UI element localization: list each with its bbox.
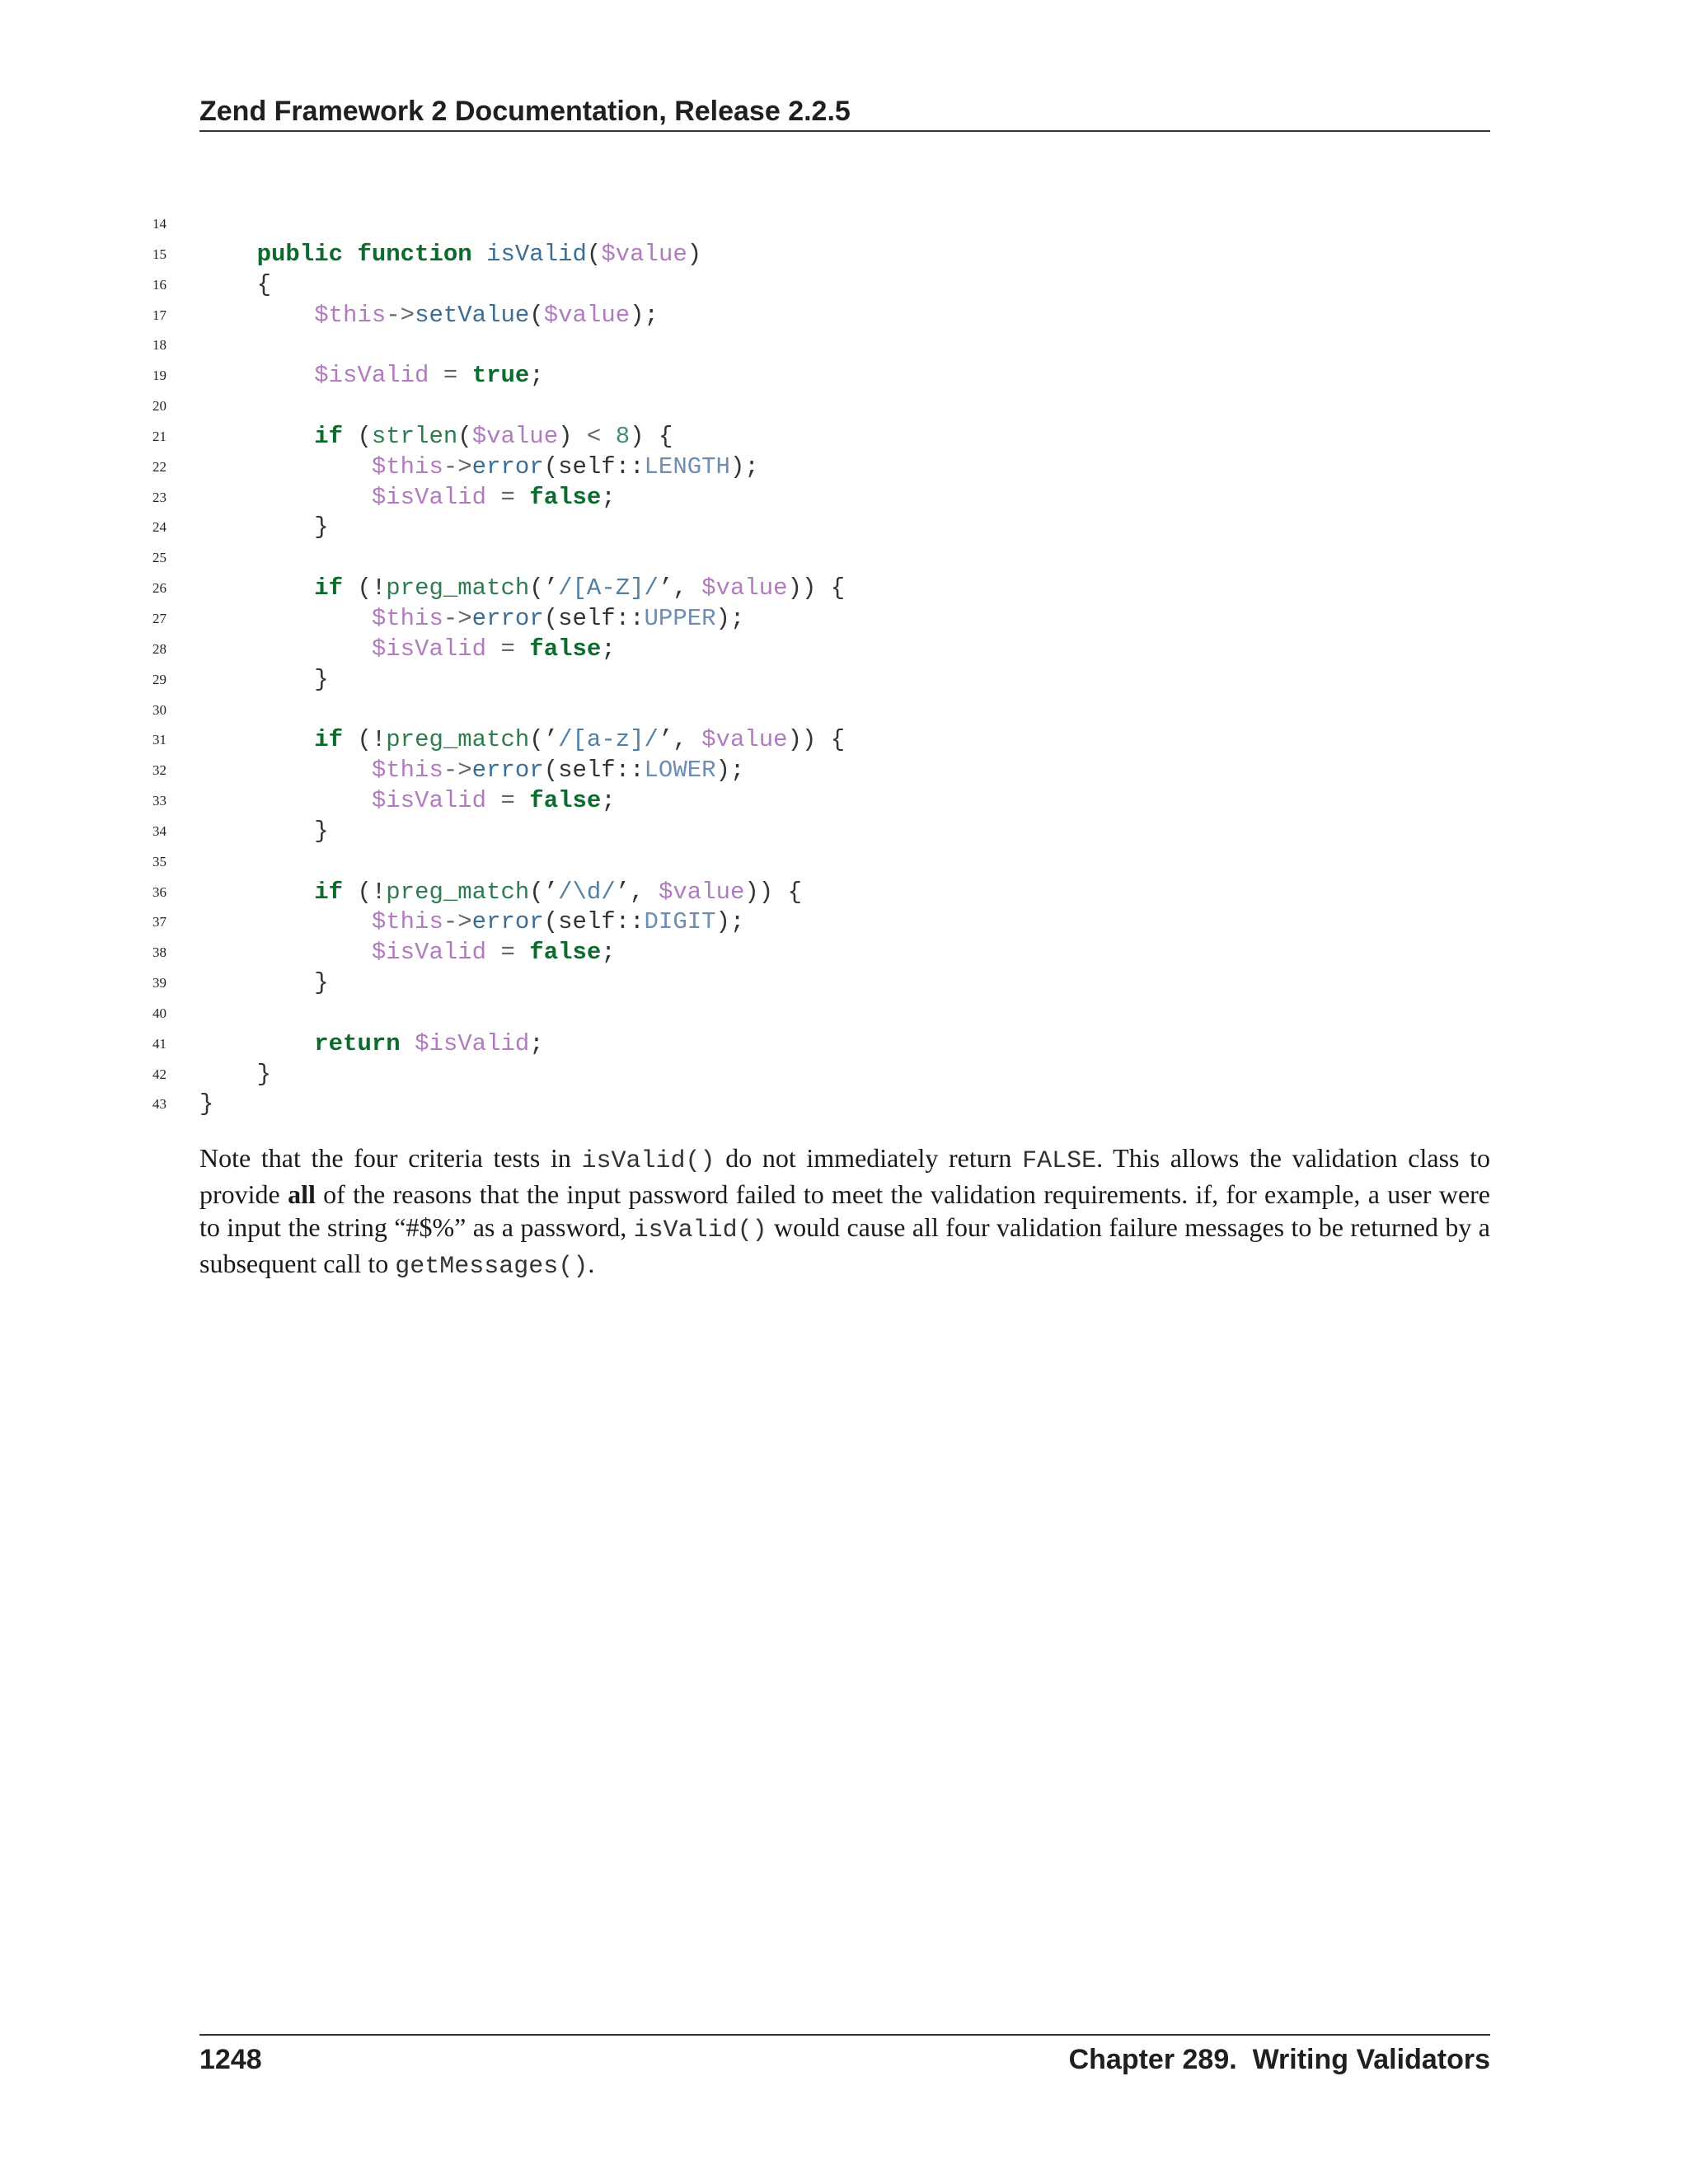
code-token: -> bbox=[443, 604, 472, 632]
code-token bbox=[472, 241, 486, 268]
code-token: (self:: bbox=[543, 452, 645, 480]
code-token: )) { bbox=[787, 726, 846, 754]
line-number: 23 bbox=[152, 489, 166, 505]
code-token: return bbox=[314, 1029, 401, 1057]
code-token: ; bbox=[529, 362, 544, 390]
code-line bbox=[124, 999, 1525, 1029]
code-text bbox=[199, 786, 616, 817]
code-text bbox=[199, 483, 616, 513]
code-line bbox=[124, 786, 1525, 817]
page-number: 1248 bbox=[199, 2044, 262, 2075]
running-header bbox=[199, 92, 1490, 132]
code-token: = bbox=[429, 362, 472, 390]
code-token: strlen bbox=[371, 422, 458, 450]
line-number: 34 bbox=[152, 823, 166, 839]
code-token: isValid bbox=[486, 240, 587, 268]
code-token: $value bbox=[701, 726, 788, 754]
code-line bbox=[124, 1090, 1525, 1120]
line-number: 27 bbox=[152, 610, 166, 626]
code-token: ( bbox=[586, 240, 602, 268]
code-text bbox=[199, 878, 802, 908]
inline-code: getMessages() bbox=[395, 1253, 588, 1281]
code-token: -> bbox=[443, 452, 472, 480]
line-number: 42 bbox=[152, 1066, 166, 1082]
code-token: true bbox=[471, 362, 530, 390]
line-number: 29 bbox=[152, 671, 166, 687]
code-token: )) { bbox=[744, 878, 802, 906]
code-token: } bbox=[199, 1090, 214, 1118]
code-token bbox=[343, 241, 357, 268]
line-number: 31 bbox=[152, 732, 166, 748]
code-token bbox=[199, 939, 372, 966]
code-text bbox=[199, 665, 329, 696]
line-number: 26 bbox=[152, 580, 166, 597]
code-line bbox=[124, 483, 1525, 513]
code-text bbox=[199, 968, 329, 999]
code-text bbox=[199, 1090, 213, 1120]
line-number: 17 bbox=[152, 307, 166, 323]
code-token: ) bbox=[558, 422, 587, 450]
code-token: ’, bbox=[615, 878, 659, 906]
code-token bbox=[601, 423, 615, 450]
code-token: false bbox=[529, 787, 602, 815]
code-line bbox=[124, 725, 1525, 756]
code-line bbox=[124, 696, 1525, 726]
paragraph-text: Note that the four criteria tests in bbox=[199, 1143, 582, 1173]
code-token: } bbox=[199, 665, 329, 693]
paragraph-text: . bbox=[588, 1249, 595, 1278]
paragraph-text: of the reasons that the input password failed to meet the validation requirements. if, for example, a user were to input the string “#$%” as a password, bbox=[199, 1179, 1491, 1242]
code-token: ) bbox=[687, 240, 702, 268]
code-token: /[A-Z]/ bbox=[558, 574, 659, 602]
code-token bbox=[199, 423, 314, 450]
line-number: 24 bbox=[152, 519, 166, 536]
code-line bbox=[124, 574, 1525, 604]
line-number: 33 bbox=[152, 793, 166, 809]
code-token bbox=[199, 726, 314, 753]
code-token: $this bbox=[371, 604, 443, 632]
emphasis-text: all bbox=[288, 1179, 316, 1209]
code-text bbox=[199, 513, 329, 543]
code-line bbox=[124, 330, 1525, 361]
code-token: (! bbox=[343, 878, 387, 906]
code-line bbox=[124, 968, 1525, 999]
code-token: = bbox=[486, 787, 530, 815]
code-token: ); bbox=[729, 452, 759, 480]
inline-code: FALSE bbox=[1022, 1147, 1097, 1175]
code-token: (! bbox=[343, 726, 387, 754]
code-listing bbox=[124, 209, 1525, 1120]
line-number: 25 bbox=[152, 550, 166, 566]
code-token: -> bbox=[386, 301, 415, 329]
line-number: 21 bbox=[152, 428, 166, 444]
code-line bbox=[124, 452, 1525, 483]
code-token: $value bbox=[601, 240, 687, 268]
code-token: if bbox=[314, 422, 344, 450]
code-token: 8 bbox=[615, 422, 631, 450]
code-token: LENGTH bbox=[644, 452, 730, 480]
code-line bbox=[124, 240, 1525, 270]
line-number: 39 bbox=[152, 975, 166, 991]
line-number: 22 bbox=[152, 458, 166, 475]
code-text bbox=[199, 817, 329, 847]
code-line bbox=[124, 301, 1525, 331]
code-token: if bbox=[314, 726, 344, 754]
code-text bbox=[199, 574, 845, 604]
line-number: 18 bbox=[152, 337, 166, 354]
code-token: $this bbox=[371, 757, 443, 785]
document-title: Zend Framework 2 Documentation, Release 2.2.5 bbox=[199, 96, 851, 127]
code-token: $isValid bbox=[371, 939, 487, 967]
inline-code: isValid() bbox=[633, 1216, 767, 1244]
code-token: false bbox=[529, 939, 602, 967]
code-text bbox=[199, 756, 744, 786]
code-token: ’, bbox=[658, 726, 702, 754]
code-line bbox=[124, 756, 1525, 786]
code-token: ; bbox=[601, 939, 616, 967]
code-token bbox=[199, 362, 314, 389]
code-text bbox=[199, 301, 659, 331]
code-text bbox=[199, 604, 744, 635]
line-number: 32 bbox=[152, 762, 166, 779]
code-token: UPPER bbox=[644, 604, 716, 632]
code-token: DIGIT bbox=[644, 908, 716, 936]
line-number: 43 bbox=[152, 1096, 166, 1113]
code-token: (self:: bbox=[543, 604, 645, 632]
code-token: $this bbox=[314, 301, 387, 329]
code-token: ; bbox=[601, 483, 616, 511]
paragraph-text: would cause all four validation failure messages to be returned by a subsequent call to bbox=[199, 1212, 1491, 1278]
code-text bbox=[199, 907, 744, 938]
code-line bbox=[124, 270, 1525, 301]
code-token: } bbox=[199, 817, 329, 845]
code-text bbox=[199, 361, 544, 391]
code-token: } bbox=[199, 969, 329, 997]
code-token: ); bbox=[630, 301, 659, 329]
code-token: error bbox=[471, 757, 544, 785]
code-line bbox=[124, 907, 1525, 938]
code-line bbox=[124, 635, 1525, 665]
code-token: false bbox=[529, 483, 602, 511]
code-text bbox=[199, 240, 701, 270]
code-line bbox=[124, 209, 1525, 240]
line-number: 28 bbox=[152, 640, 166, 657]
code-text bbox=[199, 725, 845, 756]
code-token: (’ bbox=[529, 878, 559, 906]
code-token: )) { bbox=[787, 574, 846, 602]
code-token: $value bbox=[471, 422, 559, 450]
code-token: (self:: bbox=[543, 757, 645, 785]
code-token: error bbox=[471, 452, 544, 480]
line-number: 40 bbox=[152, 1005, 166, 1021]
code-token: ’, bbox=[658, 574, 702, 602]
code-line bbox=[124, 391, 1525, 422]
code-token: false bbox=[529, 635, 602, 663]
code-line bbox=[124, 878, 1525, 908]
code-line bbox=[124, 817, 1525, 847]
line-number: 37 bbox=[152, 914, 166, 930]
code-token: ); bbox=[715, 757, 745, 785]
line-number: 15 bbox=[152, 246, 166, 262]
body-paragraph bbox=[199, 1141, 1490, 1283]
code-token bbox=[199, 574, 314, 602]
code-text bbox=[199, 270, 271, 301]
paragraph-text: . This allows the validation class to provide bbox=[199, 1143, 1491, 1209]
line-number: 19 bbox=[152, 368, 166, 384]
code-line bbox=[124, 361, 1525, 391]
code-token: /\d/ bbox=[558, 878, 616, 906]
line-number: 30 bbox=[152, 701, 166, 718]
code-token: $value bbox=[543, 301, 631, 329]
code-token: preg_match bbox=[386, 726, 530, 754]
chapter-title: Chapter 289. Writing Validators bbox=[1068, 2044, 1490, 2075]
line-number: 36 bbox=[152, 883, 166, 900]
code-text bbox=[199, 452, 759, 483]
code-line bbox=[124, 422, 1525, 452]
code-token: -> bbox=[443, 908, 472, 936]
code-token: } bbox=[199, 1060, 272, 1088]
code-token bbox=[199, 757, 372, 784]
code-token bbox=[199, 787, 372, 814]
code-token: $isValid bbox=[371, 483, 487, 511]
code-line bbox=[124, 938, 1525, 968]
code-token bbox=[199, 484, 372, 511]
code-line bbox=[124, 1029, 1525, 1060]
code-token: } bbox=[199, 513, 329, 541]
code-token bbox=[199, 1030, 314, 1057]
code-token: -> bbox=[443, 757, 472, 785]
code-token: ); bbox=[715, 604, 745, 632]
code-token: (’ bbox=[529, 726, 559, 754]
code-text bbox=[199, 1060, 271, 1090]
code-token: public bbox=[256, 240, 344, 268]
line-number: 20 bbox=[152, 398, 166, 415]
code-token: { bbox=[199, 270, 272, 298]
line-number: 14 bbox=[152, 216, 166, 232]
code-line bbox=[124, 513, 1525, 543]
paragraph-text: do not immediately return bbox=[715, 1143, 1023, 1173]
footer-rule bbox=[199, 2034, 1490, 2036]
code-token: (! bbox=[343, 574, 387, 602]
code-text bbox=[199, 635, 616, 665]
code-text bbox=[199, 422, 673, 452]
code-token: ; bbox=[601, 787, 616, 815]
code-token bbox=[199, 908, 372, 935]
code-token bbox=[401, 1030, 415, 1057]
code-text bbox=[199, 938, 616, 968]
code-token bbox=[199, 302, 314, 329]
code-token: ) { bbox=[630, 422, 673, 450]
line-number: 41 bbox=[152, 1035, 166, 1052]
code-token: LOWER bbox=[644, 757, 716, 785]
code-token: ( bbox=[457, 422, 472, 450]
code-token bbox=[199, 635, 372, 663]
line-number: 38 bbox=[152, 944, 166, 961]
code-token: ); bbox=[715, 908, 745, 936]
code-token bbox=[199, 879, 314, 906]
code-token: $this bbox=[371, 452, 443, 480]
code-token: $value bbox=[701, 574, 788, 602]
code-token: $isValid bbox=[314, 362, 429, 390]
code-token: (’ bbox=[529, 574, 559, 602]
code-token: = bbox=[486, 483, 530, 511]
code-token: $isValid bbox=[371, 635, 487, 663]
line-number: 16 bbox=[152, 276, 166, 293]
code-token bbox=[199, 241, 257, 268]
code-line bbox=[124, 665, 1525, 696]
code-text bbox=[199, 1029, 544, 1060]
code-line bbox=[124, 604, 1525, 635]
code-token: ; bbox=[529, 1029, 544, 1057]
code-line bbox=[124, 543, 1525, 574]
code-token: if bbox=[314, 878, 344, 906]
inline-code: isValid() bbox=[581, 1147, 715, 1175]
code-token: /[a-z]/ bbox=[558, 726, 659, 754]
code-token: = bbox=[486, 939, 530, 967]
code-token: setValue bbox=[415, 301, 530, 329]
code-token: = bbox=[486, 635, 530, 663]
code-token: preg_match bbox=[386, 878, 530, 906]
code-token: $isValid bbox=[371, 787, 487, 815]
code-token: if bbox=[314, 574, 344, 602]
code-token: ; bbox=[601, 635, 616, 663]
code-token: ( bbox=[529, 301, 544, 329]
code-token: < bbox=[586, 422, 602, 450]
code-token: ( bbox=[343, 422, 372, 450]
code-token: (self:: bbox=[543, 908, 645, 936]
code-line bbox=[124, 847, 1525, 878]
code-token: error bbox=[471, 604, 544, 632]
code-token: $isValid bbox=[415, 1029, 530, 1057]
code-token: $this bbox=[371, 908, 443, 936]
code-token: error bbox=[471, 908, 544, 936]
code-token bbox=[199, 453, 372, 480]
code-line bbox=[124, 1060, 1525, 1090]
code-token: function bbox=[357, 240, 472, 268]
code-token: $value bbox=[658, 878, 745, 906]
line-number: 35 bbox=[152, 853, 166, 869]
code-token bbox=[199, 605, 372, 632]
code-token: preg_match bbox=[386, 574, 530, 602]
